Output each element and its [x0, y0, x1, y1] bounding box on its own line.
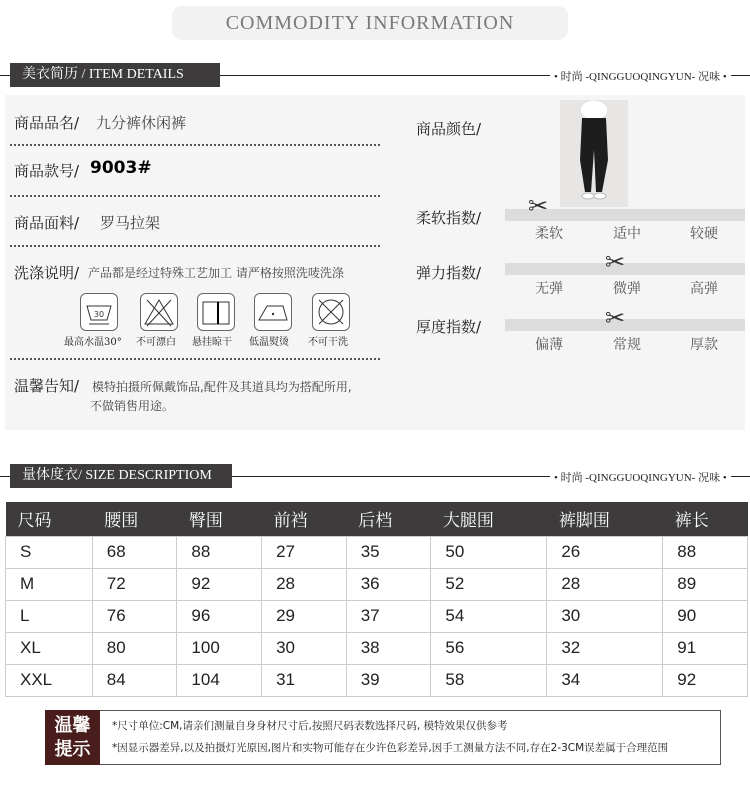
fabric-value: 罗马拉架	[100, 214, 161, 232]
table-cell: 84	[92, 664, 177, 696]
softness-label: 柔软指数/	[416, 209, 482, 227]
size-description-header: 量体度衣/ SIZE DESCRIPTIOM	[10, 464, 232, 488]
table-cell: 56	[431, 632, 547, 664]
table-cell: 26	[547, 536, 663, 568]
table-cell: 30	[547, 600, 663, 632]
table-header-row	[6, 502, 748, 536]
name-label: 商品品名/	[14, 114, 80, 132]
table-cell: 76	[92, 600, 177, 632]
table-cell: S	[6, 536, 93, 568]
table-row	[6, 664, 748, 696]
column-header: 臀围	[177, 502, 262, 536]
wash-value: 产品都是经过特殊工艺加工 请严格按照洗唛洗涤	[88, 266, 344, 280]
care-label: 最高水温30°	[64, 337, 122, 348]
dotted-divider	[10, 195, 380, 197]
table-cell: 92	[663, 664, 748, 696]
scale-tick: 偏薄	[535, 337, 563, 353]
no-dry-clean-icon	[312, 293, 350, 331]
table-row	[6, 568, 748, 600]
slogan: • 时尚 -QINGGUOQINGYUN- 况味 •	[550, 469, 731, 485]
table-cell: XL	[6, 632, 93, 664]
table-cell: 68	[92, 536, 177, 568]
table-cell: 100	[177, 632, 262, 664]
table-cell: 88	[177, 536, 262, 568]
column-header: 尺码	[6, 502, 93, 536]
product-photo	[560, 100, 628, 207]
wash-30-icon	[80, 293, 118, 331]
fabric-label: 商品面料/	[14, 214, 80, 232]
scale-tick: 较硬	[690, 226, 718, 242]
scissors-marker-icon: ✂	[528, 192, 549, 220]
color-label: 商品颜色/	[416, 120, 482, 138]
no-bleach-icon	[140, 293, 178, 331]
table-cell: 34	[547, 664, 663, 696]
table-cell: 91	[663, 632, 748, 664]
table-cell: 28	[262, 568, 347, 600]
scissors-marker-icon: ✂	[605, 304, 626, 332]
scale-tick: 适中	[613, 226, 641, 242]
table-row	[6, 600, 748, 632]
table-cell: 104	[177, 664, 262, 696]
slogan: • 时尚 -QINGGUOQINGYUN- 况味 •	[550, 68, 731, 84]
table-row	[6, 536, 748, 568]
table-cell: 52	[431, 568, 547, 600]
table-cell: M	[6, 568, 93, 600]
table-cell: 39	[346, 664, 431, 696]
scale-tick: 厚款	[690, 337, 718, 353]
column-header: 裤脚围	[547, 502, 663, 536]
dotted-divider	[10, 245, 380, 247]
scale-tick: 微弹	[613, 281, 641, 297]
badge-line: 温馨	[54, 715, 91, 736]
code-label: 商品款号/	[14, 162, 80, 180]
table-cell: 32	[547, 632, 663, 664]
table-cell: XXL	[6, 664, 93, 696]
notice-line: *尺寸单位:CM,请亲们测量自身身材尺寸后,按照尺码表数选择尺码, 模特效果仅供参考	[112, 720, 508, 732]
table-cell: 90	[663, 600, 748, 632]
table-cell: 89	[663, 568, 748, 600]
table-cell: 80	[92, 632, 177, 664]
column-header: 后档	[346, 502, 431, 536]
badge-line: 提示	[54, 739, 91, 760]
care-label: 不可漂白	[136, 337, 176, 348]
hang-dry-icon	[197, 293, 235, 331]
notice-line: *因显示器差异,以及拍摄灯光原因,图片和实物可能存在少许色彩差异,因手工测量方法不同,存在2-3CM误差属于合理范围	[112, 742, 669, 754]
table-cell: 30	[262, 632, 347, 664]
item-details-header: 美衣简历 / ITEM DETAILS	[10, 63, 220, 87]
table-cell: 92	[177, 568, 262, 600]
scale-tick: 常规	[613, 337, 641, 353]
thickness-label: 厚度指数/	[416, 318, 482, 336]
table-cell: 35	[346, 536, 431, 568]
column-header: 腰围	[92, 502, 177, 536]
scale-tick: 无弹	[535, 281, 563, 297]
table-row	[6, 632, 748, 664]
column-header: 裤长	[663, 502, 748, 536]
notice-label: 温馨告知/	[14, 377, 80, 395]
iron-low-icon	[254, 293, 292, 331]
code-value: 9003#	[90, 158, 152, 178]
notice-line1: 模特拍摄所佩戴饰品,配件及其道具均为搭配所用,	[92, 380, 352, 394]
dotted-divider	[10, 358, 380, 360]
table-cell: 27	[262, 536, 347, 568]
table-cell: 96	[177, 600, 262, 632]
table-cell: 58	[431, 664, 547, 696]
commodity-banner: COMMODITY INFORMATION	[172, 6, 568, 40]
care-label: 悬挂晾干	[192, 337, 232, 348]
table-cell: 37	[346, 600, 431, 632]
table-cell: 28	[547, 568, 663, 600]
table-cell: 72	[92, 568, 177, 600]
elasticity-label: 弹力指数/	[416, 264, 482, 282]
scissors-marker-icon: ✂	[605, 248, 626, 276]
notice-line2: 不做销售用途。	[90, 399, 175, 413]
care-label: 不可干洗	[308, 337, 348, 348]
table-cell: 36	[346, 568, 431, 600]
svg-text:30: 30	[93, 310, 105, 319]
table-cell: 88	[663, 536, 748, 568]
scale-tick: 高弹	[690, 281, 718, 297]
size-table	[5, 502, 748, 697]
dotted-divider	[10, 144, 380, 146]
name-value: 九分裤休闲裤	[96, 114, 187, 132]
table-cell: L	[6, 600, 93, 632]
wash-label: 洗涤说明/	[14, 264, 80, 282]
table-cell: 31	[262, 664, 347, 696]
column-header: 前裆	[262, 502, 347, 536]
column-header: 大腿围	[431, 502, 547, 536]
scale-tick: 柔软	[535, 226, 563, 242]
table-cell: 38	[346, 632, 431, 664]
table-cell: 29	[262, 600, 347, 632]
notice-badge	[45, 710, 100, 765]
care-label: 低温熨烫	[249, 337, 289, 348]
table-cell: 54	[431, 600, 547, 632]
table-cell: 50	[431, 536, 547, 568]
